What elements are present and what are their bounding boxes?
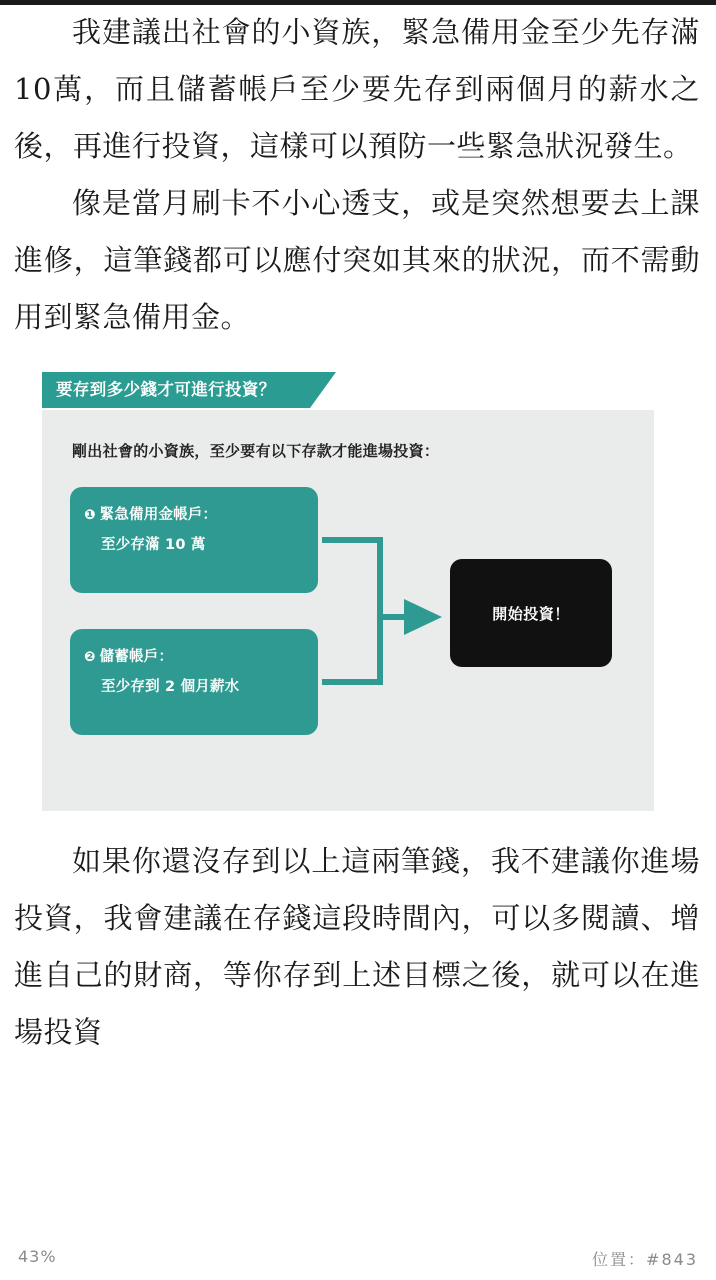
node-2-title-row [84,645,302,666]
diagram-node-start-investing [450,559,612,667]
node-2-marker: ❷ [84,649,96,665]
figure-diagram [68,487,628,777]
node-2-detail: 至少存到 2 個月薪水 [101,679,240,695]
node-2-title: 儲蓄帳戶： [99,649,174,665]
figure-savings-before-investing [42,372,654,811]
result-label: 開始投資！ [492,604,570,623]
figure-caption: 剛出社會的小資族，至少要有以下存款才能進場投資： [72,442,440,460]
reading-progress: 43% [18,1247,57,1266]
figure-tab-wrap [42,372,654,410]
paragraph-group-bottom [0,811,716,1061]
paragraph-group-top [0,0,716,346]
top-status-bar [0,0,716,5]
figure-panel [42,410,654,811]
paragraph-3: 如果你還沒存到以上這兩筆錢，我不建議你進場投資，我會建議在存錢這段時間內，可以多閱讀、增進自己的財商，等你存到上述目標之後，就可以在進場投資 [14,844,700,1049]
reader-footer [0,1247,716,1270]
figure-title-tab [42,372,310,408]
node-1-marker: ❶ [84,507,96,523]
tab-arrow-shape [310,372,336,408]
diagram-connector-arrow [318,487,458,747]
node-1-detail: 至少存滿 10 萬 [101,537,206,553]
diagram-node-savings-account [70,629,318,735]
paragraph-2: 像是當月刷卡不小心透支，或是突然想要去上課進修，這筆錢都可以應付突如其來的狀況，而不需動用到緊急備用金。 [14,186,700,334]
figure-title-text: 要存到多少錢才可進行投資？ [56,380,276,399]
paragraph-1: 我建議出社會的小資族，緊急備用金至少先存滿10萬，而且儲蓄帳戶至少要先存到兩個月的薪水之後，再進行投資，這樣可以預防一些緊急狀況發生。 [14,15,700,163]
node-1-title: 緊急備用金帳戶： [99,507,218,523]
reading-location: 位置：#843 [592,1250,698,1269]
node-1-title-row [84,503,302,524]
diagram-node-emergency-fund [70,487,318,593]
